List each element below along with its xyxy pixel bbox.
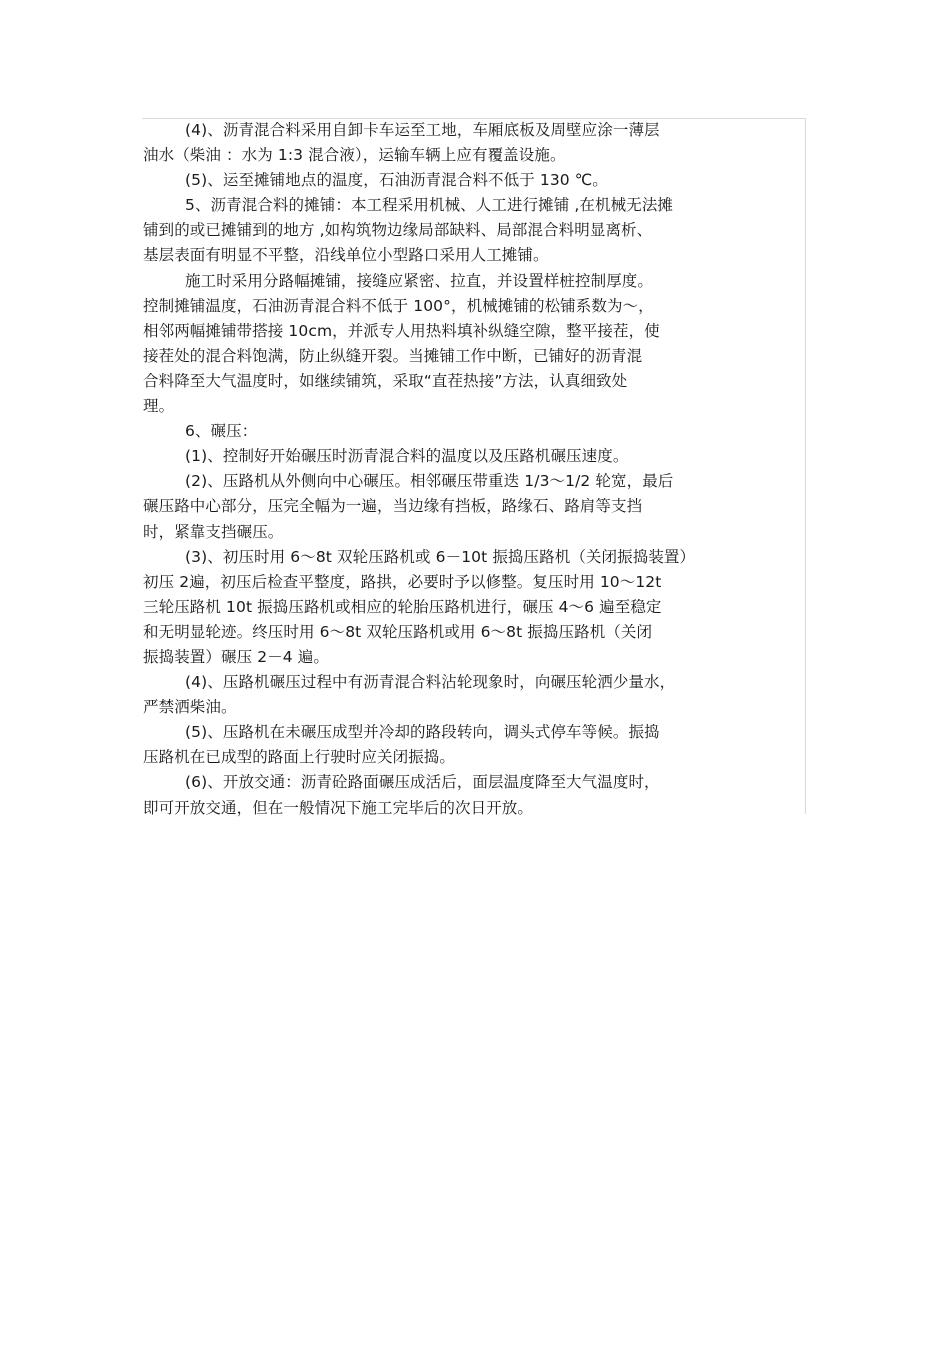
text-line: (1)、控制好开始碾压时沥青混合料的温度以及压路机碾压速度。 [185,447,629,466]
text-line: (5)、运至摊铺地点的温度，石油沥青混合料不低于 130 ℃。 [185,171,608,190]
text-line: 6、碾压： [185,422,258,441]
text-line: 碾压路中心部分，压完全幅为一遍，当边缘有挡板，路缘石、路肩等支挡 [143,497,643,516]
text-line: (4)、沥青混合料采用自卸卡车运至工地，车厢底板及周壁应涂一薄层 [185,121,660,139]
text-line: 初压 2遍，初压后检查平整度，路拱，必要时予以修整。复压时用 10～12t [143,572,662,591]
text-line: 即可开放交通，但在一般情况下施工完毕后的次日开放。 [143,798,534,817]
text-line: 控制摊铺温度，石油沥青混合料不低于 100°，机械摊铺的松铺系数为～， [143,296,654,315]
text-line: 接茬处的混合料饱满，防止纵缝开裂。当摊铺工作中断，已铺好的沥青混 [143,346,643,365]
text-line: 严禁洒柴油。 [143,698,237,717]
text-line: 施工时采用分路幅摊铺，接缝应紧密、拉直，并设置样桩控制厚度。 [185,271,654,290]
text-line: 基层表面有明显不平整，沿线单位小型路口采用人工摊铺。 [143,246,549,265]
text-line: (4)、压路机碾压过程中有沥青混合料沾轮现象时，向碾压轮洒少量水， [185,673,676,692]
text-line: 振捣装置）碾压 2－4 遍。 [143,647,329,666]
text-line: 理。 [143,397,175,416]
text-line: (5)、压路机在未碾压成型并冷却的路段转向，调头式停车等候。振捣 [185,723,660,742]
text-line: 压路机在已成型的路面上行驶时应关闭振捣。 [143,748,456,767]
text-line: 三轮压路机 10t 振捣压路机或相应的轮胎压路机进行，碾压 4～6 遍至稳定 [143,597,662,616]
text-line: 和无明显轮迹。终压时用 6～8t 双轮压路机或用 6～8t 振捣压路机（关闭 [143,622,653,641]
text-line: 合料降至大气温度时，如继续铺筑，采取“直茬热接”方法，认真细致处 [143,371,628,390]
text-line: (2)、压路机从外侧向中心碾压。相邻碾压带重迭 1/3～1/2 轮宽，最后 [185,472,674,491]
text-line: (3)、初压时用 6～8t 双轮压路机或 6－10t 振捣压路机（关闭振捣装置） [185,547,696,566]
text-line: 铺到的或已摊铺到的地方 ,如构筑物边缘局部缺料、局部混合料明显离析、 [143,221,653,240]
text-line: 油水（柴油 ：水为 1:3 混合液），运输车辆上应有覆盖设施。 [143,146,566,165]
text-line: (6)、开放交通：沥青砼路面碾压成活后，面层温度降至大气温度时， [185,773,660,792]
document-body [143,118,807,821]
text-line: 相邻两幅摊铺带搭接 10cm，并派专人用热料填补纵缝空隙，整平接茬，使 [143,321,660,340]
text-line: 5、沥青混合料的摊铺：本工程采用机械、人工进行摊铺 ,在机械无法摊 [185,196,674,215]
text-line: 时，紧靠支挡碾压。 [143,522,284,541]
